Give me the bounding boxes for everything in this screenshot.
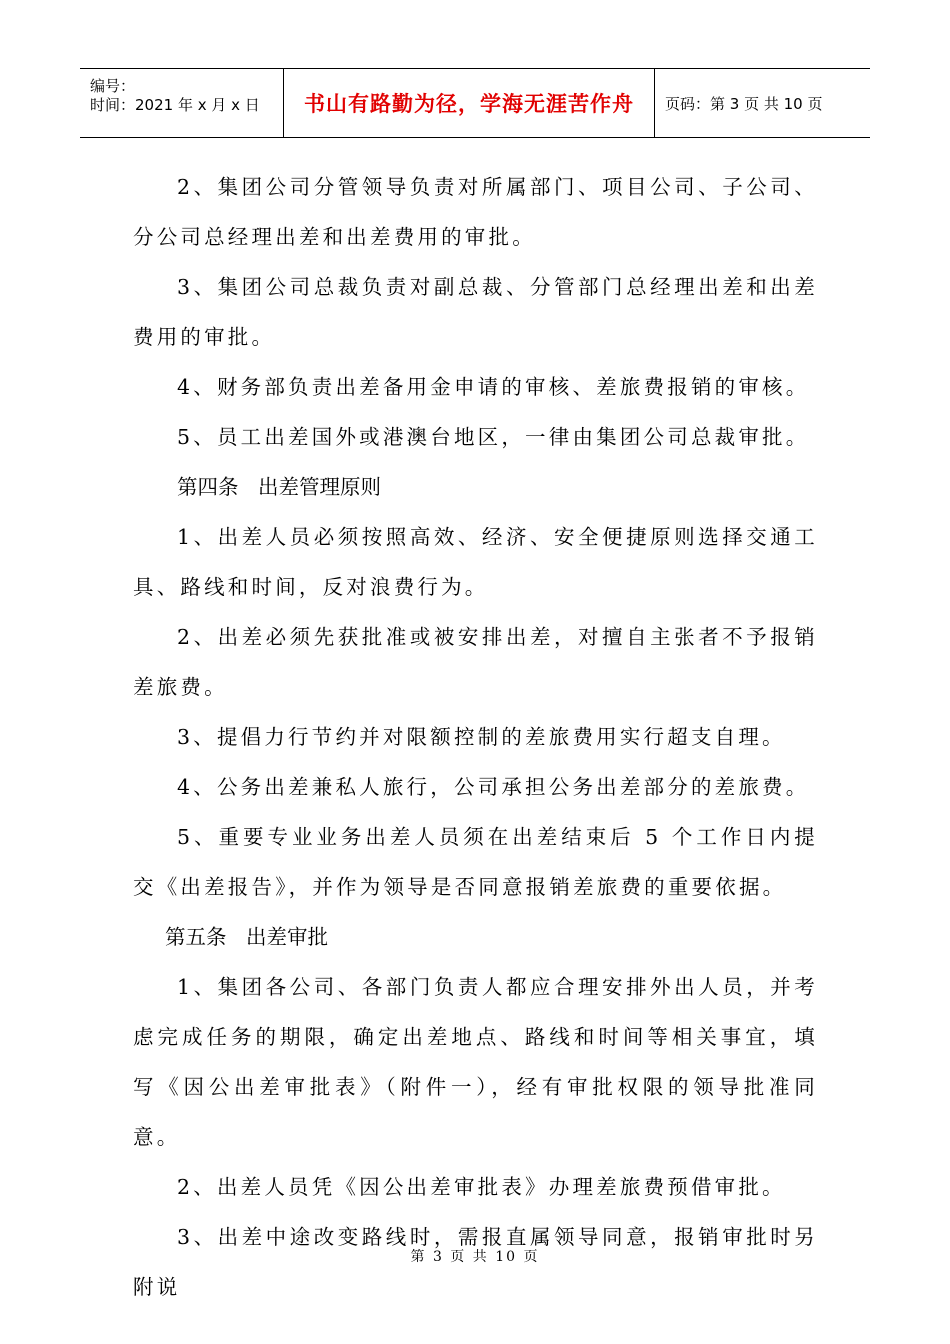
page-header [80,68,870,138]
header-page-cell [655,69,870,137]
paragraph: 4、财务部负责出差备用金申请的审核、差旅费报销的审核。 [177,375,810,399]
header-motto: 书山有路勤为径，学海无涯苦作舟 [304,92,634,116]
document-number-label: 编号： [90,77,136,95]
paragraph: 2、出差人员凭《因公出差审批表》办理差旅费预借审批。 [177,1175,786,1199]
paragraph: 2、集团公司分管领导负责对所属部门、项目公司、子公司、分公司总经理出差和出差费用的审批。 [133,175,818,249]
paragraph: 1、出差人员必须按照高效、经济、安全便捷原则选择交通工具、路线和时间，反对浪费行为。 [133,525,818,599]
header-page-number: 页码：第 3 页 共 10 页 [665,94,823,113]
paragraph: 3、提倡力行节约并对限额控制的差旅费用实行超支自理。 [177,725,786,749]
section-heading-article-5: 第五条 出差审批 [165,925,329,949]
paragraph: 4、公务出差兼私人旅行，公司承担公务出差部分的差旅费。 [177,775,810,799]
paragraph: 3、集团公司总裁负责对副总裁、分管部门总经理出差和出差费用的审批。 [133,275,818,349]
header-meta-cell [80,69,284,137]
header-motto-cell [284,69,655,137]
paragraph: 5、员工出差国外或港澳台地区，一律由集团公司总裁审批。 [177,425,810,449]
paragraph: 3、出差中途改变路线时，需报直属领导同意，报销审批时另附说 [133,1225,818,1299]
paragraph: 2、出差必须先获批准或被安排出差，对擅自主张者不予报销差旅费。 [133,625,818,699]
document-body [133,162,818,1312]
document-date-label: 时间：2021 年 x 月 x 日 [90,96,260,114]
paragraph: 1、集团各公司、各部门负责人都应合理安排外出人员，并考虑完成任务的期限，确定出差地点、路线和时间等相关事宜，填写《因公出差审批表》（附件一），经有审批权限的领导批准同意。 [133,975,818,1149]
page-footer: 第 3 页 共 10 页 [410,1249,540,1265]
paragraph: 5、重要专业业务出差人员须在出差结束后 5 个工作日内提交《出差报告》，并作为领导是否同意报销差旅费的重要依据。 [133,825,818,899]
section-heading-article-4: 第四条 出差管理原则 [177,475,382,499]
